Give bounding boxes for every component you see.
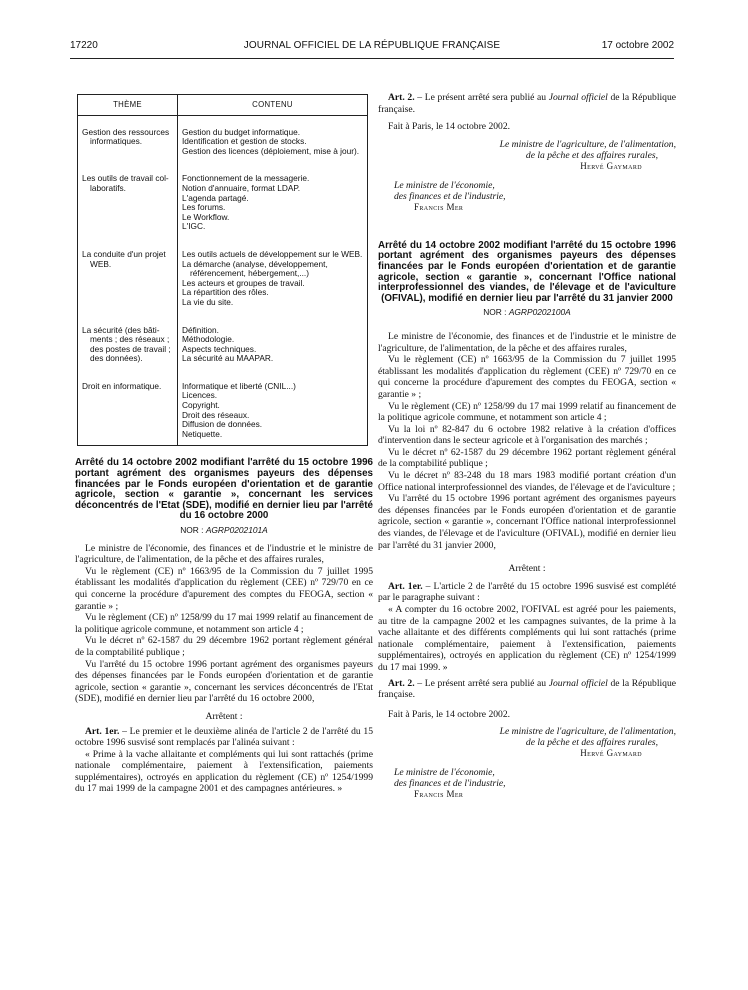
theme-line: laboratifs. xyxy=(90,182,126,193)
right-cont-fait: Fait à Paris, le 14 octobre 2002. xyxy=(388,121,511,133)
right-arretent: Arrêtent : xyxy=(508,563,546,575)
issue-date: 17 octobre 2002 xyxy=(601,40,674,51)
signatory-name: Hervé Gaymard xyxy=(580,748,642,759)
left-article-1 xyxy=(75,726,373,749)
article-text-end: de la République française. xyxy=(378,677,677,701)
left-preamble-2: Vu le règlement (CE) nº 1663/95 de la Commission du 7 juillet 1995 établissant les modalités d'application du règlement (CEE) nº 729/70 en ce qui concerne la procédure d'apurement des comptes du FEOGA, section « garantie » ; xyxy=(75,565,373,612)
content-cell xyxy=(178,314,368,370)
content-line: Notion d'annuaire, format LDAP. xyxy=(182,182,301,193)
left-preamble-1: Le ministre de l'économie, des finances et de l'industrie et le ministre de l'agriculture, de l'alimentation, de la pêche et des affaires rurales, xyxy=(75,542,373,566)
page-header xyxy=(70,40,674,56)
page-number: 17220 xyxy=(70,40,98,51)
theme-line: Gestion des ressources xyxy=(82,126,170,137)
right-article-2 xyxy=(378,678,676,701)
signatory-name: Francis Mer xyxy=(414,201,464,212)
right-preamble-3: Vu le règlement (CE) nº 1258/99 du 17 mai 1999 relatif au financement de la politique agricole commune, et notamment son article 4 ; xyxy=(378,400,676,424)
signature-title-2: de la pêche et des affaires rurales, xyxy=(525,737,658,749)
content-line: La sécurité au MAAPAR. xyxy=(182,353,274,364)
content-cell xyxy=(178,370,368,446)
right-preamble-6: Vu le décret nº 83-248 du 18 mars 1983 modifié portant création d'un Office national interprofessionnel des viandes, de l'élevage et de l'aviculture ; xyxy=(378,470,676,493)
content-line: Gestion des licences (déploiement, mise à jour). xyxy=(182,145,360,156)
content-cell xyxy=(178,162,368,238)
article-label: Art. 1er. xyxy=(85,725,120,737)
training-topics-table xyxy=(77,94,368,446)
left-preamble-5: Vu l'arrêté du 15 octobre 1996 portant agrément des organismes payeurs des dépenses financées par le Fonds européen d'orientation et de garantie agricole, section « garantie », concernant les services déconcentrés de l'Etat (SDE), modifié en dernier lieu par l'arrêté du 16 octobre 2000, xyxy=(75,658,373,705)
article-text: – Le premier et le deuxième alinéa de l'article 2 de l'arrêté du 15 octobre 1996 susvisé sont remplacés par l'alinéa suivant : xyxy=(75,725,373,749)
theme-cell xyxy=(78,370,178,446)
header-rule xyxy=(70,58,674,59)
table-header-theme: THÈME xyxy=(78,95,178,116)
theme-cell xyxy=(78,238,178,314)
journal-name: Journal officiel xyxy=(548,677,608,689)
left-article-title: Arrêté du 14 octobre 2002 modifiant l'arrêté du 15 octobre 1996 portant agrément des organismes payeurs des dépenses financées par le Fonds européen d'orientation et de garantie agricole, section « garantie », concernant les services déconcentrés de l'Etat (SDE), modifié en dernier lieu par l'arrêté du 16 octobre 2000 xyxy=(75,457,373,522)
right-fait: Fait à Paris, le 14 octobre 2002. xyxy=(388,708,511,720)
theme-cell xyxy=(78,115,178,162)
content-line: Gestion du budget informatique. xyxy=(182,126,301,137)
table-row xyxy=(78,314,368,370)
theme-line: La conduite d'un projet xyxy=(82,248,166,259)
left-arretent: Arrêtent : xyxy=(205,710,243,722)
right-preamble-4: Vu la loi nº 82-847 du 6 octobre 1982 relative à la création d'offices d'intervention dans le secteur agricole et à l'organisation des marchés ; xyxy=(378,423,676,447)
table-header-content: CONTENU xyxy=(178,95,368,116)
nor-label: NOR : xyxy=(483,307,507,318)
signature-title-2: des finances et de l'industrie, xyxy=(394,190,506,202)
table-row xyxy=(78,370,368,446)
signature-title-2: de la pêche et des affaires rurales, xyxy=(525,149,658,161)
theme-line: ments ; des réseaux ; xyxy=(90,334,170,345)
table-row xyxy=(78,238,368,314)
theme-line: informatiques. xyxy=(90,136,143,147)
article-label: Art. 2. xyxy=(388,92,415,103)
signature-title-1: Le ministre de l'économie, xyxy=(394,179,495,191)
content-line: Identification et gestion de stocks. xyxy=(182,136,307,147)
right-column xyxy=(378,92,676,800)
nor-label: NOR : xyxy=(180,525,204,535)
content-line: Méthodologie. xyxy=(182,334,235,345)
theme-line: des données). xyxy=(90,353,143,364)
right-cont-signature-economie xyxy=(394,180,676,213)
content-line: Les outils actuels de développement sur le WEB. xyxy=(182,248,363,259)
content-line: Informatique et liberté (CNIL...) xyxy=(182,380,296,391)
left-article-1-quote: « Prime à la vache allaitante et compléments qui lui sont rattachés (prime nationale complémentaire, paiement à l'extensification, paiements supplémentaires), octroyés en application du règlement (CE) nº 1254/1999 du 17 mai 1999 de la campagne 2001 et des campagnes antérieures. » xyxy=(75,748,373,795)
right-article-title: Arrêté du 14 octobre 2002 modifiant l'arrêté du 15 octobre 1996 portant agrément des organismes payeurs des dépenses financées par le Fonds européen d'orientation et de garantie agricole, section « garantie », concernant l'Office national interprofessionnel des viandes, de l'élevage et de l'aviculture (OFIVAL), modifié en dernier lieu par l'arrêté du 31 janvier 2000 xyxy=(378,239,676,304)
theme-line: Droit en informatique. xyxy=(82,380,162,391)
right-signature-agriculture xyxy=(378,726,676,759)
table-row xyxy=(78,115,368,162)
journal-name: Journal officiel xyxy=(548,92,608,103)
content-line: Droit des réseaux. xyxy=(182,409,250,420)
theme-cell xyxy=(78,162,178,238)
content-cell xyxy=(178,238,368,314)
signatory-name: Hervé Gaymard xyxy=(580,160,642,171)
left-preamble-4: Vu le décret nº 62-1587 du 29 décembre 1962 portant règlement général de la comptabilité publique ; xyxy=(75,635,373,658)
content-line: Les acteurs et groupes de travail. xyxy=(182,277,305,288)
table-row xyxy=(78,162,368,238)
theme-line: des postes de travail ; xyxy=(90,343,171,354)
content-line: Licences. xyxy=(182,390,218,401)
right-preamble-7: Vu l'arrêté du 15 octobre 1996 portant agrément des organismes payeurs des dépenses financées par le Fonds européen d'orientation et de garantie agricole, section « garantie », concernant l'Office national interprofessionnel des viandes, de l'élevage et de l'aviculture (OFIVAL), modifié en dernier lieu par l'arrêté du 31 janvier 2000, xyxy=(378,493,676,551)
journal-title: JOURNAL OFFICIEL DE LA RÉPUBLIQUE FRANÇAISE xyxy=(243,40,501,51)
right-signature-economie xyxy=(394,767,676,800)
article-text: – Le présent arrêté sera publié au xyxy=(414,92,549,103)
content-line: Aspects techniques. xyxy=(182,343,257,354)
article-text-end: de la République française. xyxy=(378,92,677,115)
content-line: La vie du site. xyxy=(182,296,234,307)
content-line: La répartition des rôles. xyxy=(182,287,269,298)
right-article-nor xyxy=(378,307,676,319)
right-cont-signature-agriculture xyxy=(378,139,676,172)
table-body xyxy=(78,115,368,446)
signature-title-2: des finances et de l'industrie, xyxy=(394,778,506,790)
content-line: La démarche (analyse, développement, référencement, hébergement,...) xyxy=(182,258,328,279)
article-text: – Le présent arrêté sera publié au xyxy=(414,677,549,689)
content-line: L'agenda partagé. xyxy=(182,192,249,203)
right-article-1-quote: « A compter du 16 octobre 2002, l'OFIVAL est agréé pour les paiements, au titre de la campagne 2002 et les campagnes suivantes, de la prime à la vache allaitante et des différents compléments qui lui sont rattachés (prime nationale complémentaire, paiement à l'extensification, paiements supplémentaires), octroyés en application du règlement (CE) nº 1254/1999 du 17 mai 1999. » xyxy=(378,604,676,673)
content-line: Diffusion de données. xyxy=(182,419,263,430)
content-line: Fonctionnement de la messagerie. xyxy=(182,173,310,184)
signature-title-1: Le ministre de l'agriculture, de l'alimentation, xyxy=(499,726,676,738)
theme-cell xyxy=(78,314,178,370)
content-line: Netiquette. xyxy=(182,428,223,439)
nor-code: AGRP0202100A xyxy=(508,307,571,318)
content-line: Le Workflow. xyxy=(182,211,230,222)
content-line: Copyright. xyxy=(182,400,220,411)
article-label: Art. 2. xyxy=(388,677,415,689)
nor-code: AGRP0202101A xyxy=(205,525,268,535)
content-cell xyxy=(178,115,368,162)
left-column xyxy=(75,94,373,795)
theme-line: WEB. xyxy=(90,258,112,269)
right-preamble-5: Vu le décret nº 62-1587 du 29 décembre 1962 portant règlement général de la comptabilité publique ; xyxy=(378,446,676,470)
right-article-1 xyxy=(378,581,676,604)
content-line: L'IGC. xyxy=(182,221,206,232)
left-article-nor xyxy=(75,525,373,537)
article-text: – L'article 2 de l'arrêté du 15 octobre 1996 susvisé est complété par le paragraphe suivant : xyxy=(378,580,676,604)
theme-line: Les outils de travail col- xyxy=(82,173,169,184)
article-label: Art. 1er. xyxy=(388,580,423,592)
table-header-row xyxy=(78,95,368,116)
signature-title-1: Le ministre de l'agriculture, de l'alimentation, xyxy=(499,138,676,150)
theme-line: La sécurité (des bâti- xyxy=(82,324,160,335)
right-cont-article-2 xyxy=(378,92,676,115)
signatory-name: Francis Mer xyxy=(414,789,464,800)
content-line: Définition. xyxy=(182,324,219,335)
content-line: Les forums. xyxy=(182,202,226,213)
right-preamble-2: Vu le règlement (CE) nº 1663/95 de la Commission du 7 juillet 1995 établissant les modalités d'application du règlement (CEE) nº 729/70 en ce qui concerne la procédure d'apurement des comptes du FEOGA, section « garantie » ; xyxy=(378,354,676,400)
signature-title-1: Le ministre de l'économie, xyxy=(394,767,495,779)
right-preamble-1: Le ministre de l'économie, des finances et de l'industrie et le ministre de l'agriculture, de l'alimentation, de la pêche et des affaires rurales, xyxy=(378,330,676,354)
left-preamble-3: Vu le règlement (CE) nº 1258/99 du 17 mai 1999 relatif au financement de la politique agricole commune, et notamment son article 4 ; xyxy=(75,612,373,635)
